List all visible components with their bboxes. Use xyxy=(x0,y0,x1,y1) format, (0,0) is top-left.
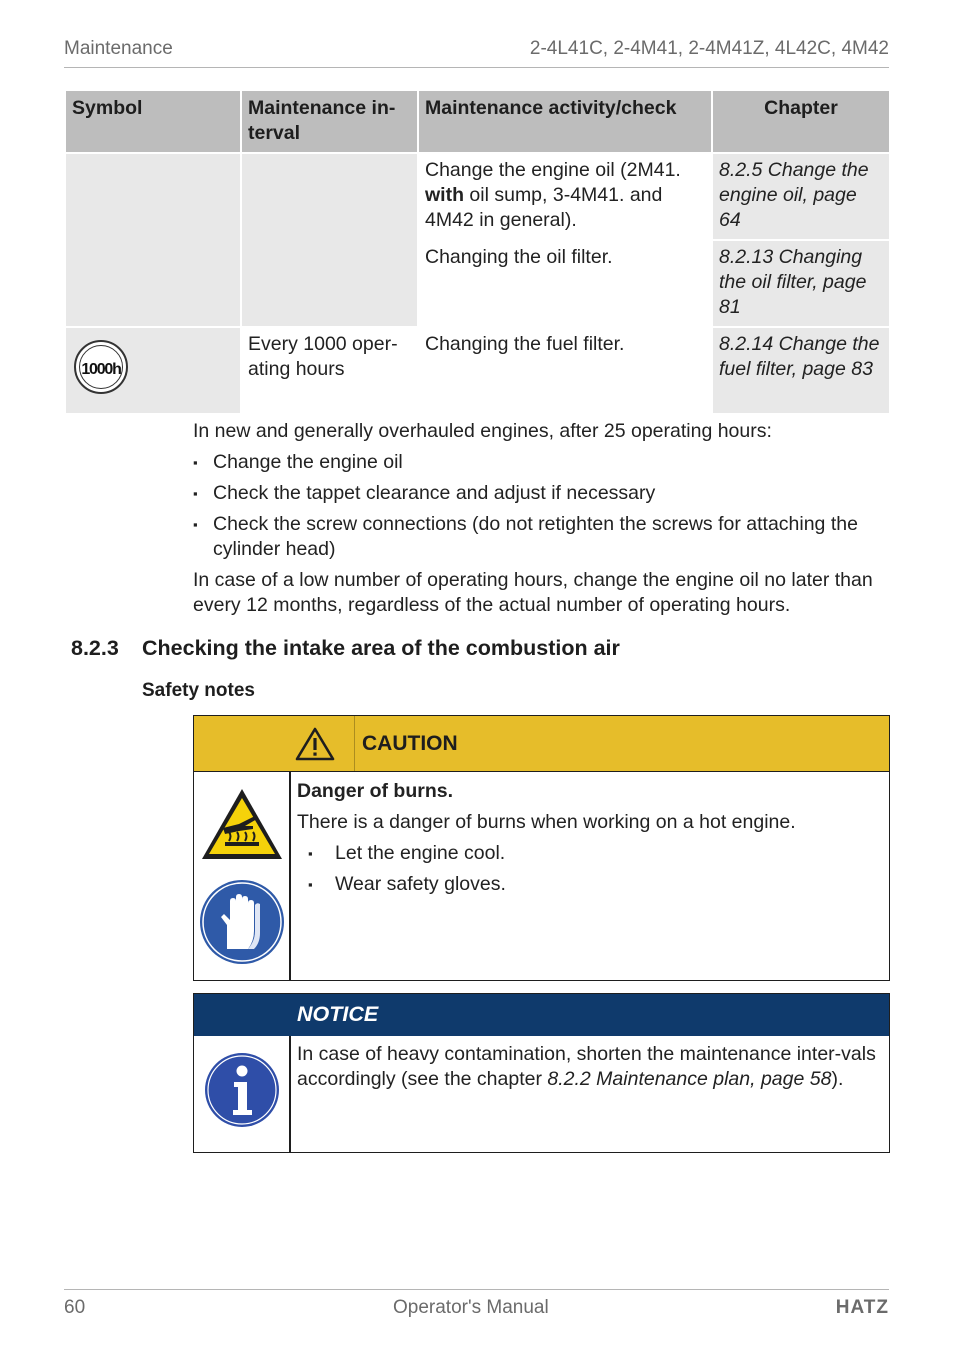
caution-action: Wear safety gloves. xyxy=(335,873,506,895)
hourmeter-label: 1000h xyxy=(81,361,121,378)
activity-cell: Changing the fuel filter. xyxy=(418,327,712,414)
section-number: 8.2.3 xyxy=(71,636,119,660)
list-item-text: Check the screw connections (do not retighten the screws for attaching the cylinder head) xyxy=(213,513,858,560)
running-header-section: Maintenance xyxy=(64,38,173,59)
activity-text: Change the engine oil (2M41. xyxy=(425,159,681,181)
bullet-marker: ▪ xyxy=(308,877,313,892)
header-divider xyxy=(64,67,889,68)
section-heading xyxy=(71,636,620,661)
low-hours-paragraph: In case of a low number of operating hours, change the engine oil no later than every 12 months, regardless of the actual number of operating hours. xyxy=(193,569,873,616)
list-item xyxy=(193,481,873,506)
hot-surface-warning-icon xyxy=(199,786,285,862)
safety-gloves-icon xyxy=(199,879,285,965)
notice-content xyxy=(297,1042,881,1092)
caution-box xyxy=(193,715,890,981)
chapter-cell xyxy=(712,153,890,240)
running-header-models: 2-4L41C, 2-4M41, 2-4M41Z, 4L42C, 4M42 xyxy=(529,38,889,59)
footer-title: Operator's Manual xyxy=(393,1297,549,1318)
bullet-marker: ▪ xyxy=(193,455,198,470)
page-number: 60 xyxy=(64,1297,86,1318)
table-row xyxy=(65,327,890,414)
caution-header-bar xyxy=(194,716,889,772)
caution-text: There is a danger of burns when working on a hot engine. xyxy=(297,811,796,833)
chapter-reference-link[interactable]: 8.2.5 Change the engine oil, page 64 xyxy=(719,159,869,231)
notice-label: NOTICE xyxy=(297,1002,379,1026)
bullet-marker: ▪ xyxy=(193,486,198,501)
chapter-reference-link[interactable]: 8.2.13 Changing the oil filter, page 81 xyxy=(719,246,867,318)
activity-text-continued: oil sump, 3-4M41. and 4M42 in general). xyxy=(425,184,663,231)
caution-heading: Danger of burns. xyxy=(297,780,454,802)
interval-cell: Every 1000 oper-ating hours xyxy=(241,327,418,414)
caution-triangle-cell xyxy=(194,716,355,771)
column-header-symbol: Symbol xyxy=(65,90,241,153)
info-icon xyxy=(204,1052,280,1128)
notice-column-divider xyxy=(289,1036,291,1153)
list-item xyxy=(193,512,873,562)
bullet-marker: ▪ xyxy=(193,517,198,532)
activity-bold-word: with xyxy=(425,184,464,206)
list-item-text: Change the engine oil xyxy=(213,451,403,473)
warning-triangle-icon xyxy=(295,727,335,761)
table-row xyxy=(65,153,890,240)
symbol-cell xyxy=(65,153,241,327)
caution-content xyxy=(297,779,881,897)
maintenance-table xyxy=(64,89,891,415)
list-item xyxy=(193,450,873,475)
safety-notes-heading: Safety notes xyxy=(142,680,255,701)
chapter-cell xyxy=(712,240,890,327)
hourmeter-1000h-icon xyxy=(74,340,128,394)
column-header-activity: Maintenance activity/check xyxy=(418,90,712,153)
brand-logo: HATZ xyxy=(835,1297,889,1318)
notice-header-bar xyxy=(194,994,889,1036)
caution-column-divider xyxy=(289,771,291,981)
table-header-row xyxy=(65,90,890,153)
chapter-reference-link[interactable]: 8.2.14 Change the fuel filter, page 83 xyxy=(719,333,880,380)
section-title: Checking the intake area of the combustion air xyxy=(142,636,620,660)
interval-cell xyxy=(241,153,418,327)
notice-box xyxy=(193,993,890,1153)
caution-label: CAUTION xyxy=(362,732,458,755)
notice-text: In case of heavy contamination, shorten the maintenance inter-vals accordingly (see the chapter xyxy=(297,1043,876,1090)
notice-text-end: ). xyxy=(831,1068,844,1090)
list-item xyxy=(297,872,881,897)
list-item-text: Check the tappet clearance and adjust if necessary xyxy=(213,482,656,504)
chapter-reference-link[interactable]: 8.2.2 Maintenance plan, page 58 xyxy=(547,1068,832,1090)
activity-cell: Changing the oil filter. xyxy=(418,240,712,327)
list-item xyxy=(297,841,881,866)
column-header-chapter: Chapter xyxy=(712,90,890,153)
footer-divider xyxy=(64,1289,889,1290)
bullet-marker: ▪ xyxy=(308,846,313,861)
activity-cell xyxy=(418,153,712,240)
chapter-cell xyxy=(712,327,890,414)
symbol-cell xyxy=(65,327,241,414)
column-header-interval: Maintenance in-terval xyxy=(241,90,418,153)
caution-action: Let the engine cool. xyxy=(335,842,506,864)
intro-paragraph: In new and generally overhauled engines, after 25 operating hours: xyxy=(193,420,772,442)
